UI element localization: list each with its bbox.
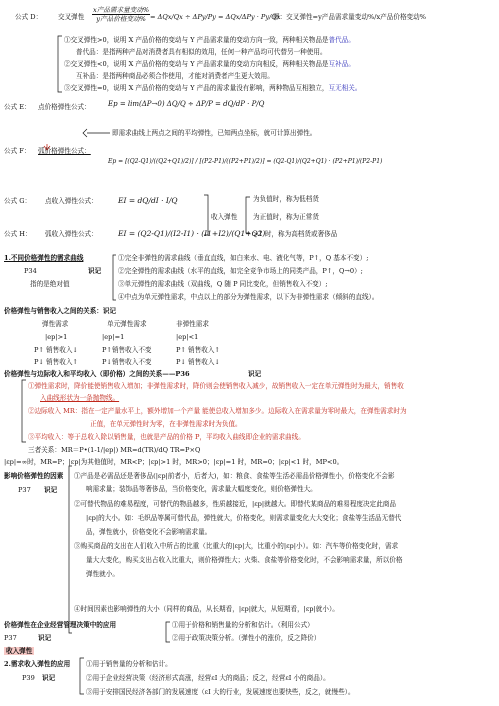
revenue-item-2: ②边际收入 MR：指在一定产量水平上，额外增加一个产量 能使总收入增加多少。边际收入在需求量为零时最大，在弹性需求时为 xyxy=(28,407,407,415)
income-elasticity-item-1: 为负值时，称为低档货 xyxy=(253,195,319,203)
factor-line: 弹性就小。 xyxy=(86,570,119,578)
frac-den: y产品价格变动% xyxy=(96,15,146,24)
section-4-memo: 识记 xyxy=(44,486,58,494)
table-cell: |ep|<1 xyxy=(176,333,199,341)
section-1-sub: 指的是绝对值 xyxy=(30,280,70,288)
revenue-item-2b: 正值，在单元弹性时为零，在非弹性需求时为负值。 xyxy=(90,420,242,428)
revenue-formulas: 三者关系：MR＝P•(1-1/|ep|) MR=d(TR)/dQ TR=P×Q xyxy=(28,446,201,454)
section-3-memo: 识记 xyxy=(248,370,262,378)
table-cell: P↑ 销售收入↑ xyxy=(176,346,220,354)
curve-item-3: ③单元弹性的需求曲线（双曲线，Q 随 P 同比变化，但销售收入不变）; xyxy=(118,280,328,288)
formula-h-term: 弧收入弹性公式： xyxy=(45,230,98,238)
factor-line: 响需求量；装饰品等奢侈品，当价格变化，需求量大幅度变化，则价格弹性大。 xyxy=(86,485,317,493)
cross-item-1-def: 普代品：是指两种产品对消费者具有相似的效用，任何一种产品均可代替另一种使用。 xyxy=(76,48,327,56)
income-app-item-3: ③用于安排国民经济各部门的发展速度（εI 大的行业，发展速度也要快些，反之，就慢些）。 xyxy=(86,688,355,696)
income-elasticity-label: 收入弹性 xyxy=(211,213,238,221)
table-cell: P↓销售收入不变 xyxy=(102,358,152,366)
formula-h-label: 公式 H： xyxy=(4,230,32,238)
table-cell: P↓ 销售收入↑ xyxy=(34,358,78,366)
revenue-item-1: ①弹性需求时，降价能使销售收入增加；非弹性需求时，降价则会使销售收入减少，故销售收入一定在单元弹性时为最大，销售收 xyxy=(28,382,404,390)
factor-line: ②可替代物品的难易程度，可替代的物品越多，性质越接近，|εp|就越大。即替代某商品的难易程度决定此商品 xyxy=(74,500,396,508)
section-4-title: 影响价格弹性的因素 xyxy=(4,472,64,480)
formula-e-label: 公式 E： xyxy=(4,103,31,111)
formula-g-label: 公式 G： xyxy=(4,197,32,205)
curve-item-2: ②完全弹性的需求曲线（水平的直线，如完全竞争市场上的同类产品，P↑，Q→0）; xyxy=(118,267,363,275)
formula-f-term: 弧价格弹性公式： xyxy=(38,147,91,155)
revenue-item-3: ③平均收入：等于总收入除以销售量，也就是产品的价格 P，平均收入曲线即企业的需求曲线。 xyxy=(28,433,305,441)
application-item-1: ①用于价格和销售量的分析和估计。（利用公式） xyxy=(172,621,314,629)
formula-d-fraction xyxy=(92,6,150,23)
section-5-memo: 识记 xyxy=(38,634,52,642)
factor-line: ③购买商品的支出在人们收入中所占的比重（比重大的|εp|大，比重小的|εp|小）。如：汽车等价格变化时，需求 xyxy=(74,542,399,550)
curve-item-4: ④中点为单元弹性需求，中点以上的部分为弹性需求，以下为非弹性需求（倾斜的直线）。 xyxy=(118,293,379,301)
section-1-page: P34 xyxy=(24,267,37,275)
cross-item-2: ②交叉弹性<0，说明 X 产品价格的变动与 Y 产品需求量的变动方向相反，两种相关物品是互补品。 xyxy=(64,60,355,68)
income-elasticity-item-3: >1 时，称为高档货或奢侈品 xyxy=(253,230,338,238)
table-cell: P↑销售收入不变 xyxy=(102,346,152,354)
table-cell: |ep|>1 xyxy=(45,333,68,341)
formula-d-label: 公式 D： xyxy=(15,13,43,21)
revenue-conditions: |εp|=∞时，MR=P；|εp|为其他值时，MR<P；|εp|>1 时，MR>0；|εp|=1 时，MR=0；|εp|<1 时，MP<0。 xyxy=(4,458,344,466)
table-header-elastic: 弹性需求 xyxy=(42,320,69,328)
table-cell: P↓ 销售收入↓ xyxy=(176,358,220,366)
formula-g-term: 点收入弹性公式： xyxy=(45,197,98,205)
income-app-item-1: ①用于销售量的分析和估计。 xyxy=(86,660,172,668)
formula-d-expression: = ΔQx/Qx ÷ ΔPy/Py = ΔQx/ΔPy · Py/Qx xyxy=(150,13,281,21)
formula-h-expression: EI = (Q2-Q1)/(I2-I1) · (I1+I2)/(Q1+Q2) xyxy=(118,229,266,238)
formula-d-note: 即：交叉弹性=y产品需求量变动%/x产品价格变动% xyxy=(273,13,427,21)
income-elasticity-band: 收入弹性 xyxy=(6,647,33,655)
factor-line: |εp|的大小。如：毛织品等属可替代品，弹性就大，价格变化，则需求量变化大大变化；食盐等生活品无替代 xyxy=(86,514,402,522)
frac-num: x产品需求量变动% xyxy=(93,6,150,14)
table-header-unit: 单元弹性需求 xyxy=(107,320,147,328)
table-cell: |ep|=1 xyxy=(102,333,125,341)
income-app-item-2: ②用于企业经营决策（经济形式高涨，经营εI 大的商品；反之，经营εI 小的商品）。 xyxy=(86,674,330,682)
formula-f-expression: Ep = [(Q2-Q1)/((Q2+Q1)/2)] / [(P2-P1)/((P2+P1)/2)] = (Q2-Q1)/(Q2+Q1) · (P2+P1)/(P2-P1) xyxy=(108,158,383,165)
application-item-2: ②用于政策决策分析。（弹性小的涨价，反之降价） xyxy=(172,634,321,642)
formula-f-label: 公式 F： xyxy=(4,147,31,155)
factor-line: ④时间因素也影响弹性的大小（同样的商品，从长期看，|εp|就大，从短期看，|εp|就小）。 xyxy=(74,605,339,613)
section-1-memo: 识记 xyxy=(88,267,102,275)
section-2-title: 价格弹性与销售收入之间的关系：识记 xyxy=(4,307,117,315)
formula-g-expression: EI = dQ/dI · I/Q xyxy=(118,196,178,205)
formula-e-term: 点价格弹性公式： xyxy=(38,103,91,111)
cross-item-3: ③交叉弹性=0，说明 X 产品价格的变动与 Y 产品的需求量没有影响，两种物品互相独立，互无相关。 xyxy=(64,84,362,92)
section-5-title: 价格弹性在企业经营管理决策中的应用 xyxy=(4,621,117,629)
section-6-page: P39 xyxy=(22,674,35,682)
section-4-page: P37 xyxy=(18,486,31,494)
section-6-title: 2.需求收入弹性的应用 xyxy=(4,660,71,668)
table-cell: P↑ 销售收入↓ xyxy=(34,346,78,354)
section-6-memo: 识记 xyxy=(42,674,56,682)
factor-line: 品，弹性就小，价格变化不会影响需求量。 xyxy=(86,528,212,536)
revenue-item-1b: 入曲线形状为一条抛物线。 xyxy=(40,394,120,402)
section-3-title: 价格弹性与边际收入和平均收入（即价格）之间的关系——P36 xyxy=(4,370,190,378)
curve-item-1: ①完全非弹性的需求曲线（垂直直线，如白来水、电、液化气等，P↑，Q 基本不变）; xyxy=(118,254,369,262)
income-elasticity-item-2: 为正值时，称为正常货 xyxy=(253,213,319,221)
formula-e-note: 即需求曲线上两点之间的平均弹性，已知两点坐标，就可计算出弹性。 xyxy=(112,129,317,137)
section-1-title: 1.不同价格弹性的需求曲线 xyxy=(4,254,84,262)
factor-line: 量大大变化，购买支出占收入比重大，则价格弹性大；火柴、食盐等价格变化时，不会影响需求量，所以价格 xyxy=(86,556,403,564)
section-5-page: P37 xyxy=(4,634,17,642)
formula-d-term: 交叉弹性 xyxy=(58,13,85,21)
factor-line: ①产品是必需品还是奢侈品(|εp|前者小，后者大)，如：粮食、食盐等生活必需品价格弹性小，价格变化不会影 xyxy=(74,472,395,480)
formula-e-expression: Ep = lim(ΔP→0) ΔQ/Q ÷ ΔP/P = dQ/dP · P/Q xyxy=(108,100,265,108)
table-header-inelastic: 非弹性需求 xyxy=(176,320,209,328)
cross-item-1: ①交叉弹性>0，说明 X 产品价格的变动与 Y 产品需求量的变动方向一致，两种相关物品是普代品。 xyxy=(64,36,355,44)
cross-item-2-def: 互补品：是指两种商品必须合作使用，才能对消费者产生更大效用。 xyxy=(76,72,274,80)
